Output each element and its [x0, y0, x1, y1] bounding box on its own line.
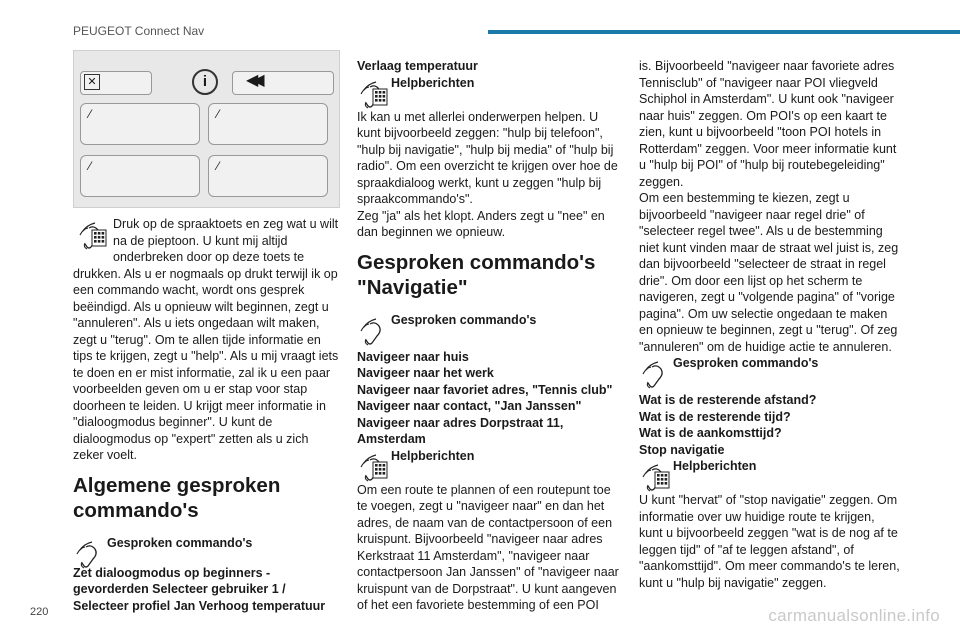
route-help-text: U kunt "hervat" of "stop navigatie" zeggen. Om informatie over uw huidige route te krijgen, kunt u bijvoorbeeld zeggen "wat is de nog af te leggen tijd" of "af te leggen afstand", of "aankomsttijd". Om meer commando's te leren, kunt u "hulp bij navigatie" zeggen. [639, 493, 900, 590]
info-icon: i [192, 69, 218, 95]
help-text-1b: Zeg "ja" als het klopt. Anders zegt u "nee" en dan beginnen we opnieuw. [357, 208, 605, 239]
heading-general-commands: Algemene gesproken commando's [73, 473, 281, 522]
route-command: Wat is de resterende afstand? [639, 393, 817, 407]
heading-navigation: Gesproken commando's "Navigatie" [357, 250, 596, 299]
commands-list: Zet dialoogmodus op beginners - gevorderden Selecteer gebruiker 1 / Selecteer profiel Jan Verhoog temperatuur [73, 565, 326, 613]
route-command: Wat is de resterende tijd? [639, 409, 791, 424]
header-bar [488, 30, 960, 34]
label-help: Helpberichten [391, 75, 475, 90]
mic-icon: ⁄ [89, 159, 92, 173]
intro-text: Druk op de spraaktoets en zeg wat u wilt na de pieptoon. U kunt mij altijd onderbreken door op deze toets te drukken. Als u er nogmaals op drukt terwijl ik op een commando wacht, wordt ons gesprek beëindigd. Als u opnieuw wilt beginnen, zegt u "annuleren". Als u iets ongedaan wilt maken, zegt u "terug". Om te allen tijde informatie en tips te krijgen, zegt u "help". Als u mij vraagt iets te doen en er mist informatie, zal ik u een paar voorbeelden geven om u er stap voor stap doorheen te leiden. U krijgt meer informatie in "dialoogmodus beginner". U kunt de dialoogmodus op "expert" zetten als u zich zeker voelt. [73, 217, 339, 462]
label-help: Helpberichten [673, 459, 757, 473]
label-commands: Gesproken commando's [673, 356, 819, 370]
screen-illustration [73, 50, 340, 208]
route-command: Wat is de aankomsttijd? [639, 426, 782, 440]
nav-help-text-1: is. Bijvoorbeeld "navigeer naar favoriete adres Tennisclub" of "navigeer naar POI vliegveld Schiphol in Amsterdam". U kunt ook "navigeer naar huis" zeggen. Om POI's op een kaart te zien, kunt u bijvoorbeeld "toon POI hotels in Rotterdam" zeggen. Voor meer informatie kunt u "hulp bij POI" of "hulp bij routebegeleiding" zeggen. [639, 59, 897, 189]
voice-help-icon [73, 216, 113, 250]
nav-command: Navigeer naar favoriet adres, "Tennis club" [357, 382, 613, 397]
screen-button [80, 103, 200, 145]
nav-help-text-2: Om een bestemming te kiezen, zegt u bijvoorbeeld "navigeer naar regel drie" of "selecteer regel twee". Als u de bestemming niet kunt vinden maar de straat wel juist is, zeg dan bijvoorbeeld "selecteer de straat in regel drie". Om door een lijst op het scherm te navigeren, zegt u "volgende pagina" of "vorige pagina". Om uw selectie ongedaan te maken en opnieuw te beginnen, zegt u "terug". Of zeg "annuleren" om de huidige actie te annuleren. [639, 191, 899, 354]
mic-icon: ⁄ [217, 159, 220, 173]
route-command: Stop navigatie [639, 442, 725, 457]
voice-help-icon [357, 75, 391, 109]
screen-button [80, 155, 200, 197]
command-lower-temp: Verlaag temperatuur [357, 59, 478, 73]
nav-command: Navigeer naar het werk [357, 366, 494, 380]
voice-icon [73, 535, 107, 569]
mic-icon: ⁄ [89, 107, 92, 121]
back-icon: ◀◀ [246, 72, 259, 89]
voice-icon [639, 355, 673, 389]
page-number: 220 [30, 606, 49, 618]
label-commands: Gesproken commando's [107, 535, 253, 550]
mic-icon: ⁄ [217, 107, 220, 121]
voice-help-icon [639, 458, 673, 492]
nav-command: Navigeer naar contact, "Jan Janssen" [357, 399, 582, 413]
watermark: carmanualsonline.info [768, 606, 940, 625]
label-commands: Gesproken commando's [391, 312, 537, 327]
help-text-1: Ik kan u met allerlei onderwerpen helpen. U kunt bijvoorbeeld zeggen: "hulp bij telefoon", "hulp bij navigatie", "hulp bij media" of "hulp bij radio". Om een overzicht te krijgen over hoe de spraakdialoog werkt, kunt u zeggen "hulp bij spraakcommando's". [357, 109, 618, 206]
screen-button [208, 103, 328, 145]
close-icon: ✕ [84, 74, 100, 90]
screen-button [208, 155, 328, 197]
voice-help-icon [357, 448, 391, 482]
column-2 [357, 58, 619, 614]
help-text-2: Om een route te plannen of een routepunt toe te voegen, zegt u "navigeer naar" en dan het adres, de naam van de contactpersoon of een kruispunt. Bijvoorbeeld "navigeer naar adres Kerkstraat 11 Amsterdam", "navigeer naar contactpersoon Jan Janssen" of "navigeer naar kruispunt van de Dorpstraat". U kunt aangeven of het een favoriete bestemming of een POI [357, 482, 619, 612]
header-title: PEUGEOT Connect Nav [73, 24, 205, 38]
nav-command: Navigeer naar adres Dorpstraat 11, Amsterdam [357, 415, 564, 446]
nav-command: Navigeer naar huis [357, 349, 469, 364]
voice-icon [357, 312, 391, 346]
label-help: Helpberichten [391, 448, 475, 463]
column-3 [639, 58, 901, 591]
column-1 [73, 50, 341, 614]
